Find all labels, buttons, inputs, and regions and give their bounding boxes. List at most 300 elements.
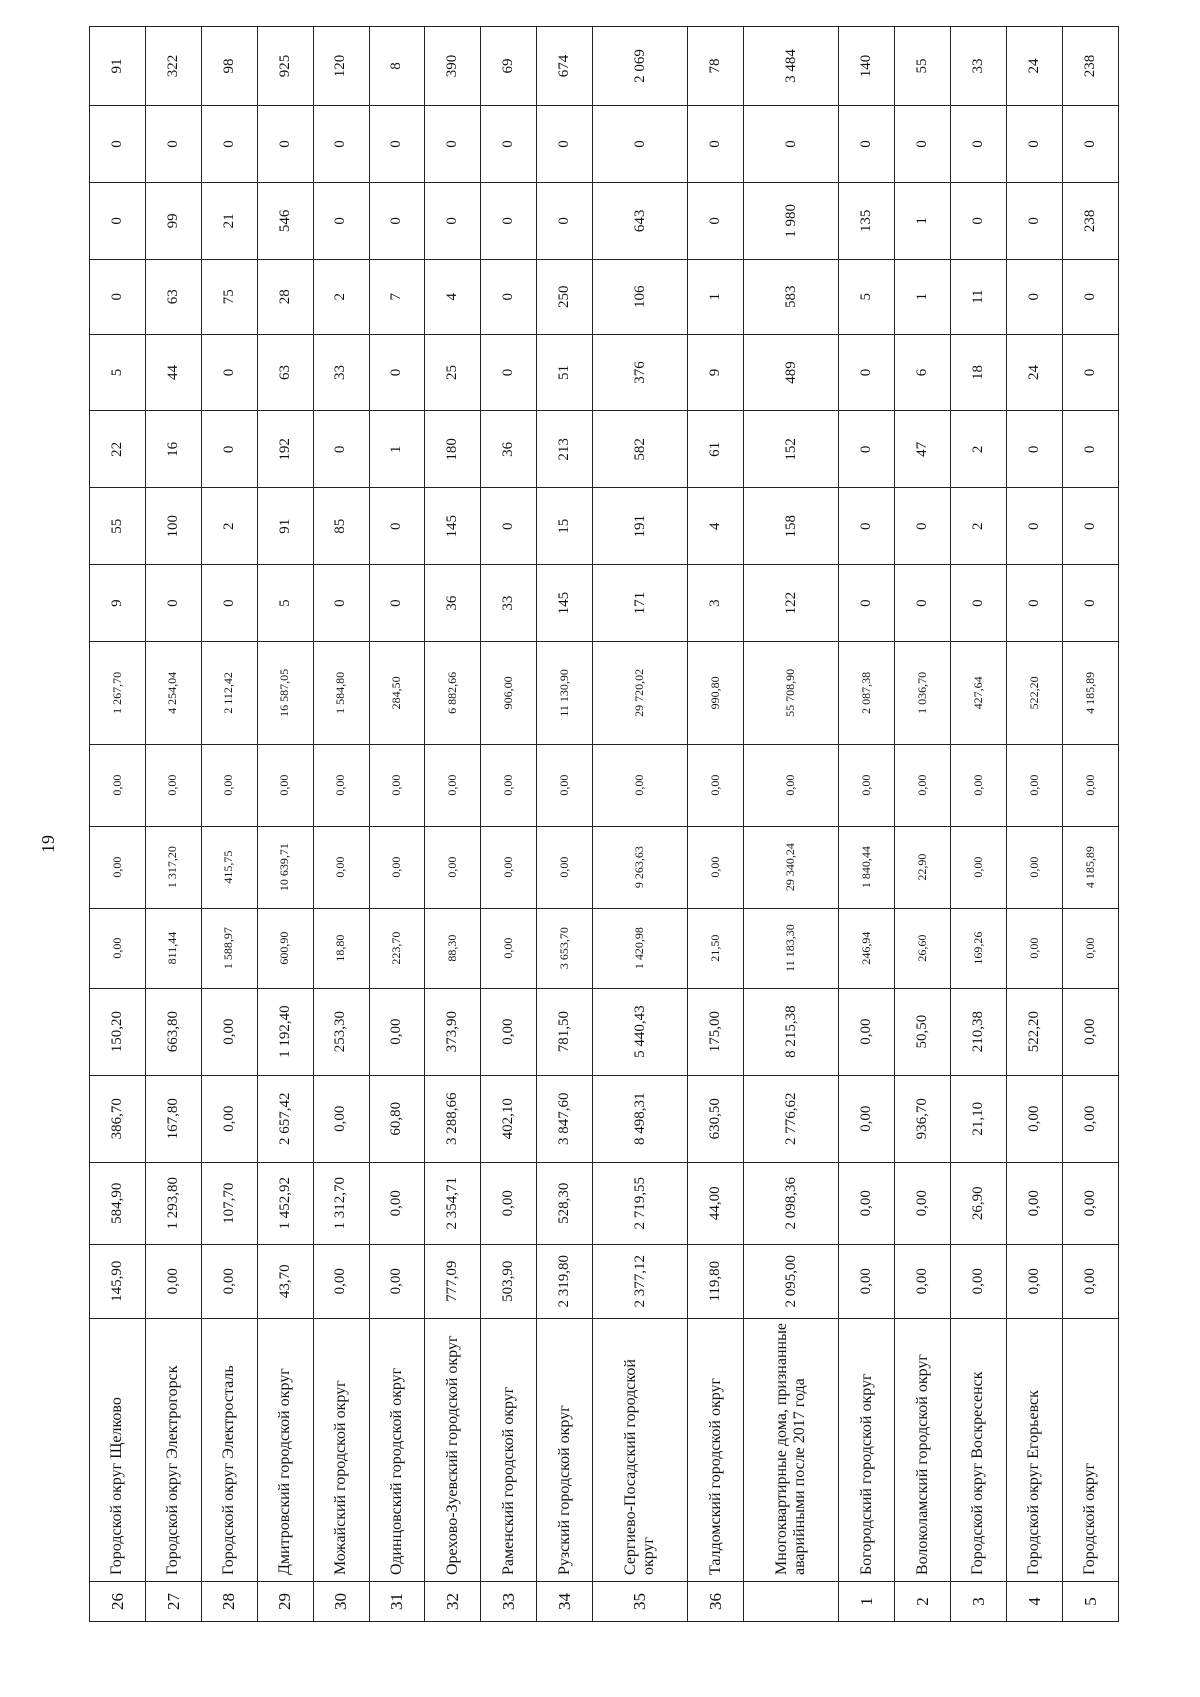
table-cell: 50,50 bbox=[895, 988, 951, 1075]
row-number: 30 bbox=[313, 1582, 369, 1622]
table-cell: 10 639,71 bbox=[257, 826, 313, 908]
table-cell: 0,00 bbox=[369, 744, 425, 826]
table-cell: 169,26 bbox=[951, 908, 1007, 988]
table-cell: 26,60 bbox=[895, 908, 951, 988]
table-cell: 1 267,70 bbox=[90, 642, 146, 745]
table-cell: 60,80 bbox=[369, 1075, 425, 1162]
table-cell: 3 847,60 bbox=[537, 1075, 593, 1162]
table-cell: 0,00 bbox=[369, 1244, 425, 1318]
table-cell: 402,10 bbox=[481, 1075, 537, 1162]
table-cell: 0 bbox=[90, 259, 146, 334]
row-number: 3 bbox=[951, 1582, 1007, 1622]
table-cell: 26,90 bbox=[951, 1162, 1007, 1244]
table-cell: 0 bbox=[481, 106, 537, 183]
table-cell: 584,90 bbox=[90, 1162, 146, 1244]
municipality-name: Городской округ Электрогорск bbox=[145, 1318, 201, 1581]
municipality-name: Одинцовский городской округ bbox=[369, 1318, 425, 1581]
table-cell: 4 185,89 bbox=[1063, 826, 1119, 908]
table-cell: 936,70 bbox=[895, 1075, 951, 1162]
table-cell: 781,50 bbox=[537, 988, 593, 1075]
table-cell: 246,94 bbox=[839, 908, 895, 988]
table-cell: 51 bbox=[537, 334, 593, 411]
table-cell: 0 bbox=[744, 106, 839, 183]
row-number: 28 bbox=[201, 1582, 257, 1622]
table-cell: 0 bbox=[895, 488, 951, 565]
table-cell: 3 bbox=[688, 565, 744, 642]
table-cell: 15 bbox=[537, 488, 593, 565]
table-cell: 2 354,71 bbox=[425, 1162, 481, 1244]
row-number: 32 bbox=[425, 1582, 481, 1622]
table-cell: 11 bbox=[951, 259, 1007, 334]
table-cell: 33 bbox=[481, 565, 537, 642]
table-cell: 0,00 bbox=[201, 1244, 257, 1318]
table-cell: 0 bbox=[90, 106, 146, 183]
table-row bbox=[1063, 27, 1119, 1622]
table-cell: 0,00 bbox=[1007, 1244, 1063, 1318]
table-cell: 21,50 bbox=[688, 908, 744, 988]
table-cell: 192 bbox=[257, 411, 313, 488]
municipality-name: Городской округ bbox=[1063, 1318, 1119, 1581]
table-cell: 253,30 bbox=[313, 988, 369, 1075]
table-row bbox=[744, 27, 839, 1622]
table-cell: 28 bbox=[257, 259, 313, 334]
table-cell: 0 bbox=[481, 488, 537, 565]
row-number: 2 bbox=[895, 1582, 951, 1622]
table-cell: 119,80 bbox=[688, 1244, 744, 1318]
table-cell: 1 840,44 bbox=[839, 826, 895, 908]
table-cell: 135 bbox=[839, 182, 895, 259]
table-cell: 2 112,42 bbox=[201, 642, 257, 745]
municipality-name: Городской округ Щелково bbox=[90, 1318, 146, 1581]
table-cell: 122 bbox=[744, 565, 839, 642]
table-cell: 0 bbox=[1007, 411, 1063, 488]
table-cell: 0 bbox=[369, 488, 425, 565]
table-cell: 0 bbox=[951, 106, 1007, 183]
table-cell: 0 bbox=[951, 565, 1007, 642]
table-cell: 0 bbox=[839, 565, 895, 642]
table-cell: 0 bbox=[201, 334, 257, 411]
table-cell: 0 bbox=[369, 565, 425, 642]
table-cell: 91 bbox=[90, 27, 146, 106]
table-row bbox=[145, 27, 201, 1622]
table-cell: 55 bbox=[895, 27, 951, 106]
row-number: 27 bbox=[145, 1582, 201, 1622]
municipality-name: Богородский городской округ bbox=[839, 1318, 895, 1581]
table-cell: 0 bbox=[257, 106, 313, 183]
table-cell: 0,00 bbox=[481, 744, 537, 826]
table-cell: 0,00 bbox=[481, 1162, 537, 1244]
table-cell: 4 bbox=[688, 488, 744, 565]
table-cell: 171 bbox=[593, 565, 688, 642]
table-cell: 1 bbox=[688, 259, 744, 334]
table-cell: 522,20 bbox=[1007, 988, 1063, 1075]
table-cell: 2 377,12 bbox=[593, 1244, 688, 1318]
table-cell: 0 bbox=[369, 182, 425, 259]
table-cell: 145 bbox=[425, 488, 481, 565]
table-row bbox=[90, 27, 146, 1622]
table-cell: 0 bbox=[481, 182, 537, 259]
table-cell: 11 183,30 bbox=[744, 908, 839, 988]
table-cell: 0 bbox=[537, 182, 593, 259]
row-number: 5 bbox=[1063, 1582, 1119, 1622]
table-cell: 0 bbox=[313, 411, 369, 488]
row-number: 1 bbox=[839, 1582, 895, 1622]
table-cell: 0,00 bbox=[839, 1244, 895, 1318]
table-cell: 24 bbox=[1007, 27, 1063, 106]
table-cell: 0 bbox=[839, 106, 895, 183]
table-cell: 0 bbox=[145, 106, 201, 183]
table-cell: 376 bbox=[593, 334, 688, 411]
row-number: 34 bbox=[537, 1582, 593, 1622]
table-cell: 0,00 bbox=[201, 744, 257, 826]
table-cell: 0 bbox=[313, 106, 369, 183]
table-cell: 158 bbox=[744, 488, 839, 565]
table-cell: 98 bbox=[201, 27, 257, 106]
table-cell: 223,70 bbox=[369, 908, 425, 988]
row-number bbox=[744, 1582, 839, 1622]
table-cell: 29 340,24 bbox=[744, 826, 839, 908]
table-cell: 47 bbox=[895, 411, 951, 488]
table-cell: 0,00 bbox=[839, 1075, 895, 1162]
table-cell: 0,00 bbox=[313, 744, 369, 826]
table-cell: 0,00 bbox=[313, 1244, 369, 1318]
table-cell: 0 bbox=[1063, 488, 1119, 565]
table-cell: 2 bbox=[951, 488, 1007, 565]
table-row bbox=[201, 27, 257, 1622]
table-cell: 3 288,66 bbox=[425, 1075, 481, 1162]
table-cell: 0,00 bbox=[201, 988, 257, 1075]
table-cell: 6 bbox=[895, 334, 951, 411]
table-cell: 191 bbox=[593, 488, 688, 565]
table-cell: 16 587,05 bbox=[257, 642, 313, 745]
table-cell: 0 bbox=[369, 334, 425, 411]
table-row bbox=[257, 27, 313, 1622]
table-cell: 1 588,97 bbox=[201, 908, 257, 988]
table-cell: 0 bbox=[1007, 565, 1063, 642]
table-cell: 0,00 bbox=[895, 1244, 951, 1318]
table-cell: 69 bbox=[481, 27, 537, 106]
table-row bbox=[537, 27, 593, 1622]
table-cell: 0 bbox=[1063, 411, 1119, 488]
table-cell: 9 263,63 bbox=[593, 826, 688, 908]
table-cell: 0,00 bbox=[90, 744, 146, 826]
table-cell: 63 bbox=[257, 334, 313, 411]
table-row bbox=[951, 27, 1007, 1622]
row-number: 26 bbox=[90, 1582, 146, 1622]
table-cell: 0,00 bbox=[257, 744, 313, 826]
table-cell: 0 bbox=[593, 106, 688, 183]
table-row bbox=[481, 27, 537, 1622]
table-cell: 180 bbox=[425, 411, 481, 488]
table-row bbox=[313, 27, 369, 1622]
table-cell: 21 bbox=[201, 182, 257, 259]
table-cell: 2 095,00 bbox=[744, 1244, 839, 1318]
table-cell: 55 708,90 bbox=[744, 642, 839, 745]
table-cell: 1 bbox=[369, 411, 425, 488]
table-cell: 643 bbox=[593, 182, 688, 259]
table-cell: 284,50 bbox=[369, 642, 425, 745]
row-number: 29 bbox=[257, 1582, 313, 1622]
table-cell: 36 bbox=[481, 411, 537, 488]
table-cell: 630,50 bbox=[688, 1075, 744, 1162]
table-cell: 33 bbox=[313, 334, 369, 411]
table-cell: 777,09 bbox=[425, 1244, 481, 1318]
table-cell: 2 bbox=[951, 411, 1007, 488]
table-cell: 5 bbox=[839, 259, 895, 334]
table-cell: 906,00 bbox=[481, 642, 537, 745]
table-cell: 373,90 bbox=[425, 988, 481, 1075]
table-cell: 5 bbox=[90, 334, 146, 411]
table-cell: 145 bbox=[537, 565, 593, 642]
table-cell: 3 484 bbox=[744, 27, 839, 106]
table-cell: 0 bbox=[537, 106, 593, 183]
table-cell: 9 bbox=[90, 565, 146, 642]
table-cell: 583 bbox=[744, 259, 839, 334]
table-cell: 0 bbox=[481, 334, 537, 411]
table-cell: 0,00 bbox=[593, 744, 688, 826]
table-cell: 4 254,04 bbox=[145, 642, 201, 745]
table-cell: 1 317,20 bbox=[145, 826, 201, 908]
table-cell: 0,00 bbox=[1063, 1075, 1119, 1162]
table-row bbox=[1007, 27, 1063, 1622]
table-cell: 9 bbox=[688, 334, 744, 411]
data-table bbox=[89, 26, 1119, 1622]
table-cell: 390 bbox=[425, 27, 481, 106]
table-cell: 0,00 bbox=[1007, 744, 1063, 826]
table-cell: 2 098,36 bbox=[744, 1162, 839, 1244]
table-cell: 238 bbox=[1063, 182, 1119, 259]
table-cell: 0 bbox=[688, 182, 744, 259]
table-cell: 0,00 bbox=[481, 908, 537, 988]
municipality-name: Городской округ Электросталь bbox=[201, 1318, 257, 1581]
table-cell: 78 bbox=[688, 27, 744, 106]
table-cell: 63 bbox=[145, 259, 201, 334]
municipality-name: Многоквартирные дома, признанные аварийными после 2017 года bbox=[744, 1318, 839, 1581]
table-cell: 18,80 bbox=[313, 908, 369, 988]
municipality-name: Дмитровский городской округ bbox=[257, 1318, 313, 1581]
table-cell: 1 bbox=[895, 182, 951, 259]
table-cell: 140 bbox=[839, 27, 895, 106]
table-cell: 1 420,98 bbox=[593, 908, 688, 988]
table-cell: 145,90 bbox=[90, 1244, 146, 1318]
table-cell: 0,00 bbox=[1007, 826, 1063, 908]
table-cell: 75 bbox=[201, 259, 257, 334]
table-cell: 0,00 bbox=[313, 1075, 369, 1162]
table-cell: 4 bbox=[425, 259, 481, 334]
table-cell: 8 215,38 bbox=[744, 988, 839, 1075]
table-cell: 0 bbox=[839, 488, 895, 565]
table-cell: 489 bbox=[744, 334, 839, 411]
table-cell: 0 bbox=[895, 565, 951, 642]
table-cell: 0 bbox=[481, 259, 537, 334]
table-cell: 0,00 bbox=[688, 744, 744, 826]
table-cell: 1 293,80 bbox=[145, 1162, 201, 1244]
table-cell: 0 bbox=[425, 182, 481, 259]
table-cell: 0 bbox=[1063, 259, 1119, 334]
table-cell: 5 bbox=[257, 565, 313, 642]
table-cell: 150,20 bbox=[90, 988, 146, 1075]
table-cell: 0,00 bbox=[313, 826, 369, 908]
table-cell: 238 bbox=[1063, 27, 1119, 106]
table-cell: 600,90 bbox=[257, 908, 313, 988]
table-cell: 0 bbox=[201, 411, 257, 488]
table-cell: 1 192,40 bbox=[257, 988, 313, 1075]
table-cell: 674 bbox=[537, 27, 593, 106]
table-cell: 663,80 bbox=[145, 988, 201, 1075]
table-cell: 0 bbox=[1007, 488, 1063, 565]
municipality-name: Талдомский городской округ bbox=[688, 1318, 744, 1581]
table-cell: 21,10 bbox=[951, 1075, 1007, 1162]
municipality-name: Раменский городской округ bbox=[481, 1318, 537, 1581]
table-cell: 427,64 bbox=[951, 642, 1007, 745]
table-row bbox=[688, 27, 744, 1622]
table-cell: 22,90 bbox=[895, 826, 951, 908]
table-cell: 0,00 bbox=[145, 744, 201, 826]
municipality-name: Волоколамский городской округ bbox=[895, 1318, 951, 1581]
table-cell: 1 bbox=[895, 259, 951, 334]
table-cell: 8 bbox=[369, 27, 425, 106]
table-cell: 0,00 bbox=[1007, 908, 1063, 988]
table-cell: 0 bbox=[1063, 334, 1119, 411]
table-cell: 1 452,92 bbox=[257, 1162, 313, 1244]
table-cell: 61 bbox=[688, 411, 744, 488]
table-cell: 0,00 bbox=[481, 826, 537, 908]
table-cell: 29 720,02 bbox=[593, 642, 688, 745]
table-cell: 0,00 bbox=[145, 1244, 201, 1318]
table-cell: 36 bbox=[425, 565, 481, 642]
table-cell: 0 bbox=[201, 106, 257, 183]
municipality-name: Городской округ Воскресенск bbox=[951, 1318, 1007, 1581]
table-cell: 0,00 bbox=[951, 826, 1007, 908]
table-cell: 16 bbox=[145, 411, 201, 488]
table-cell: 0,00 bbox=[1007, 1075, 1063, 1162]
table-cell: 0,00 bbox=[839, 988, 895, 1075]
table-cell: 415,75 bbox=[201, 826, 257, 908]
table-cell: 0,00 bbox=[369, 826, 425, 908]
table-row bbox=[593, 27, 688, 1622]
table-cell: 0,00 bbox=[425, 744, 481, 826]
rotated-table-wrapper bbox=[89, 26, 1119, 1622]
table-cell: 2 319,80 bbox=[537, 1244, 593, 1318]
table-cell: 152 bbox=[744, 411, 839, 488]
table-cell: 0 bbox=[1063, 565, 1119, 642]
table-cell: 0,00 bbox=[1063, 908, 1119, 988]
table-cell: 0,00 bbox=[425, 826, 481, 908]
table-cell: 0,00 bbox=[537, 744, 593, 826]
table-cell: 2 069 bbox=[593, 27, 688, 106]
table-cell: 0,00 bbox=[537, 826, 593, 908]
table-cell: 2 719,55 bbox=[593, 1162, 688, 1244]
table-cell: 2 657,42 bbox=[257, 1075, 313, 1162]
table-cell: 4 185,89 bbox=[1063, 642, 1119, 745]
table-cell: 55 bbox=[90, 488, 146, 565]
row-number: 33 bbox=[481, 1582, 537, 1622]
table-cell: 44,00 bbox=[688, 1162, 744, 1244]
table-cell: 0,00 bbox=[951, 744, 1007, 826]
table-cell: 88,30 bbox=[425, 908, 481, 988]
table-cell: 18 bbox=[951, 334, 1007, 411]
table-cell: 5 440,43 bbox=[593, 988, 688, 1075]
table-cell: 24 bbox=[1007, 334, 1063, 411]
table-cell: 1 312,70 bbox=[313, 1162, 369, 1244]
table-row bbox=[895, 27, 951, 1622]
table-cell: 528,30 bbox=[537, 1162, 593, 1244]
table-cell: 0 bbox=[839, 334, 895, 411]
table-cell: 0 bbox=[201, 565, 257, 642]
table-cell: 2 776,62 bbox=[744, 1075, 839, 1162]
table-cell: 990,80 bbox=[688, 642, 744, 745]
table-cell: 0 bbox=[90, 182, 146, 259]
table-cell: 106 bbox=[593, 259, 688, 334]
table-cell: 100 bbox=[145, 488, 201, 565]
row-number: 36 bbox=[688, 1582, 744, 1622]
table-cell: 0,00 bbox=[201, 1075, 257, 1162]
table-cell: 22 bbox=[90, 411, 146, 488]
table-cell: 0 bbox=[1007, 106, 1063, 183]
table-cell: 0,00 bbox=[1063, 1244, 1119, 1318]
table-cell: 1 980 bbox=[744, 182, 839, 259]
table-cell: 0,00 bbox=[369, 1162, 425, 1244]
table-cell: 1 584,80 bbox=[313, 642, 369, 745]
table-cell: 0,00 bbox=[1063, 1162, 1119, 1244]
table-cell: 386,70 bbox=[90, 1075, 146, 1162]
table-cell: 0 bbox=[688, 106, 744, 183]
page-number: 19 bbox=[38, 835, 58, 853]
municipality-name: Можайский городской округ bbox=[313, 1318, 369, 1581]
table-cell: 2 bbox=[313, 259, 369, 334]
table-cell: 503,90 bbox=[481, 1244, 537, 1318]
row-number: 31 bbox=[369, 1582, 425, 1622]
table-cell: 167,80 bbox=[145, 1075, 201, 1162]
table-cell: 925 bbox=[257, 27, 313, 106]
table-cell: 0,00 bbox=[744, 744, 839, 826]
table-cell: 0 bbox=[369, 106, 425, 183]
table-cell: 11 130,90 bbox=[537, 642, 593, 745]
table-cell: 250 bbox=[537, 259, 593, 334]
table-cell: 44 bbox=[145, 334, 201, 411]
table-cell: 322 bbox=[145, 27, 201, 106]
table-cell: 6 882,66 bbox=[425, 642, 481, 745]
table-row bbox=[369, 27, 425, 1622]
table-cell: 0,00 bbox=[688, 826, 744, 908]
table-cell: 99 bbox=[145, 182, 201, 259]
table-cell: 0 bbox=[313, 182, 369, 259]
table-cell: 0,00 bbox=[839, 744, 895, 826]
municipality-name: Городской округ Егорьевск bbox=[1007, 1318, 1063, 1581]
table-cell: 0 bbox=[313, 565, 369, 642]
table-cell: 0,00 bbox=[90, 908, 146, 988]
table-cell: 2 087,38 bbox=[839, 642, 895, 745]
table-cell: 25 bbox=[425, 334, 481, 411]
table-cell: 107,70 bbox=[201, 1162, 257, 1244]
municipality-name: Рузский городской округ bbox=[537, 1318, 593, 1581]
table-cell: 0,00 bbox=[1007, 1162, 1063, 1244]
table-cell: 120 bbox=[313, 27, 369, 106]
table-cell: 0,00 bbox=[481, 988, 537, 1075]
table-cell: 522,20 bbox=[1007, 642, 1063, 745]
table-cell: 91 bbox=[257, 488, 313, 565]
table-cell: 0 bbox=[839, 411, 895, 488]
table-cell: 0 bbox=[425, 106, 481, 183]
table-cell: 0 bbox=[145, 565, 201, 642]
table-cell: 0,00 bbox=[369, 988, 425, 1075]
table-cell: 0,00 bbox=[1063, 988, 1119, 1075]
table-cell: 0 bbox=[895, 106, 951, 183]
table-cell: 85 bbox=[313, 488, 369, 565]
table-cell: 3 653,70 bbox=[537, 908, 593, 988]
table-cell: 582 bbox=[593, 411, 688, 488]
table-row bbox=[839, 27, 895, 1622]
